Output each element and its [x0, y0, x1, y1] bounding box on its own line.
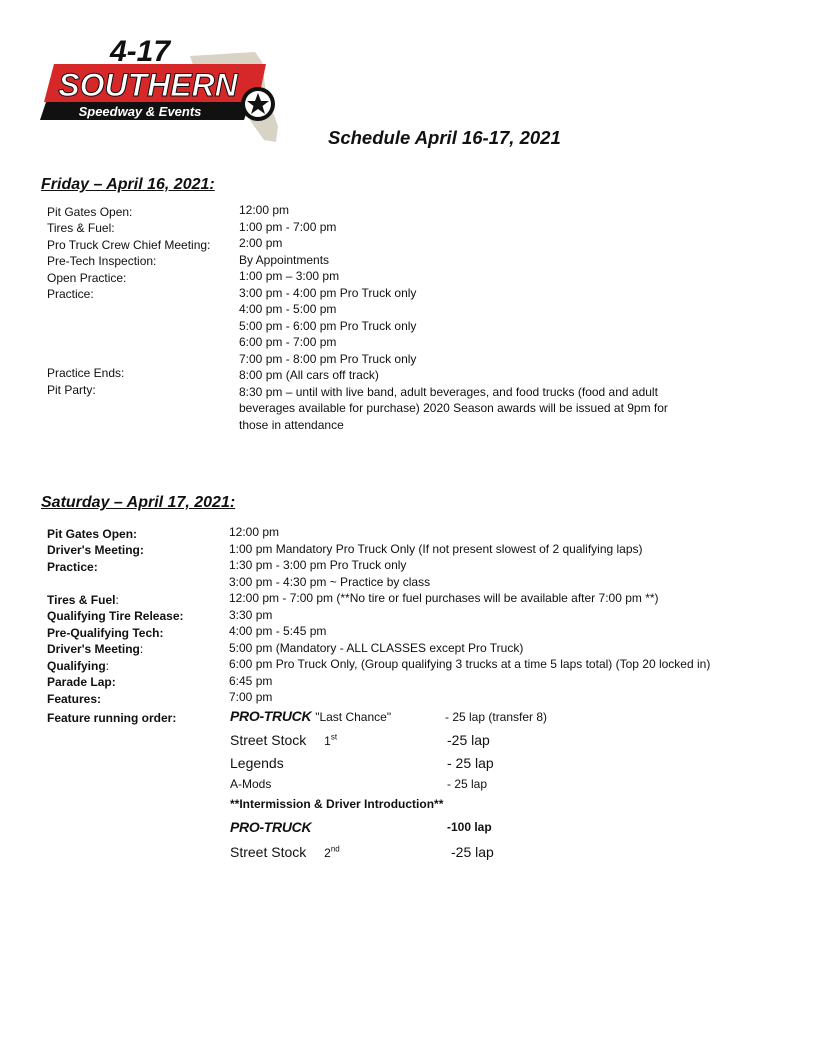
feature-num-suffix: st — [330, 732, 338, 742]
saturday-value-parade-lap: 6:45 pm — [229, 673, 273, 688]
feature-num: 1 — [324, 734, 331, 748]
feature-order-label: Feature running order: — [47, 711, 177, 725]
feature-laps: - 25 lap — [447, 755, 494, 771]
feature-name: Street Stock — [230, 844, 307, 860]
feature-item-street-stock-2 — [230, 844, 340, 860]
friday-value-practice-2: 4:00 pm - 5:00 pm — [239, 302, 337, 316]
friday-label-pre-tech: Pre-Tech Inspection: — [47, 254, 157, 268]
friday-label-crew-chief: Pro Truck Crew Chief Meeting: — [47, 237, 211, 252]
feature-item-a-mods: A-Mods — [230, 777, 272, 791]
friday-value-pit-party: 8:30 pm – until with live band, adult beverages, and food trucks (food and adult beverages available for purchase) 2020 Season awards will be issued at 9pm for those in attendance — [239, 384, 668, 432]
feature-item-legends: Legends — [230, 755, 284, 771]
friday-label-open-practice: Open Practice: — [47, 270, 127, 285]
saturday-label-drivers-meeting-2 — [47, 641, 143, 658]
saturday-label-pit-gates: Pit Gates Open: — [47, 527, 138, 541]
friday-value-crew-chief: 2:00 pm — [239, 236, 283, 250]
saturday-value-practice-2: 3:00 pm - 4:30 pm ~ Practice by class — [229, 574, 431, 589]
friday-heading: Friday – April 16, 2021: — [41, 176, 215, 193]
saturday-value-drivers-meeting-1: 1:00 pm Mandatory Pro Truck Only (If not present slowest of 2 qualifying laps) — [229, 541, 643, 556]
friday-value-pre-tech: By Appointments — [239, 252, 330, 267]
feature-item-street-stock-1 — [230, 732, 337, 748]
saturday-value-drivers-meeting-2: 5:00 pm (Mandatory - ALL CLASSES except Pro Truck) — [229, 640, 524, 655]
saturday-label-features: Features: — [47, 691, 102, 706]
friday-label-practice-ends: Practice Ends: — [47, 366, 125, 380]
logo-name: SOUTHERN — [58, 67, 238, 103]
friday-value-practice-3: 5:00 pm - 6:00 pm Pro Truck only — [239, 318, 417, 333]
feature-extra: "Last Chance" — [315, 710, 392, 724]
feature-item-protruck — [230, 819, 311, 835]
friday-value-practice-1: 3:00 pm - 4:00 pm Pro Truck only — [239, 285, 417, 300]
logo-number: 4-17 — [109, 35, 171, 68]
feature-laps: - 25 lap — [447, 777, 488, 791]
saturday-value-tires-fuel: 12:00 pm - 7:00 pm (**No tire or fuel purchases will be available after 7:00 pm **) — [229, 591, 659, 605]
saturday-label-qualifying-colon: : — [105, 658, 110, 673]
friday-value-open-practice: 1:00 pm – 3:00 pm — [239, 269, 340, 283]
saturday-label-tires-fuel-text: Tires & Fuel — [47, 592, 116, 607]
saturday-label-drivers-meeting-2-text: Driver's Meeting — [47, 642, 140, 656]
feature-laps: - 25 lap (transfer 8) — [445, 710, 548, 724]
speedway-logo — [40, 34, 280, 146]
saturday-value-qualifying: 6:00 pm Pro Truck Only, (Group qualifying 3 trucks at a time 5 laps total) (Top 20 locked in) — [229, 657, 711, 671]
feature-name: PRO-TRUCK — [230, 708, 312, 724]
saturday-value-pre-qual-tech: 4:00 pm - 5:45 pm — [229, 624, 327, 638]
friday-value-tires-fuel: 1:00 pm - 7:00 pm — [239, 219, 337, 234]
feature-item-protruck-lc — [230, 708, 391, 724]
saturday-heading: Saturday – April 17, 2021: — [41, 494, 236, 511]
saturday-label-practice: Practice: — [47, 559, 98, 574]
logo-tagline: Speedway & Events — [78, 104, 202, 119]
saturday-label-tires-fuel — [47, 592, 119, 609]
saturday-label-pre-qual-tech: Pre-Qualifying Tech: — [47, 625, 164, 640]
page-title: Schedule April 16-17, 2021 — [328, 127, 561, 148]
saturday-value-features: 7:00 pm — [229, 690, 273, 704]
friday-label-tires-fuel: Tires & Fuel: — [47, 221, 115, 235]
feature-laps: -25 lap — [447, 732, 490, 748]
friday-value-pit-gates: 12:00 pm — [239, 203, 290, 217]
feature-name: PRO-TRUCK — [230, 819, 312, 835]
saturday-label-tires-fuel-colon: : — [115, 592, 119, 607]
feature-item-intermission: **Intermission & Driver Introduction** — [230, 797, 444, 811]
friday-value-practice-4: 6:00 pm - 7:00 pm — [239, 335, 337, 349]
saturday-label-parade-lap: Parade Lap: — [47, 675, 116, 689]
saturday-label-qualifying-text: Qualifying — [47, 658, 106, 673]
feature-laps: -100 lap — [447, 820, 492, 834]
feature-laps: -25 lap — [451, 844, 494, 860]
saturday-value-practice-1: 1:30 pm - 3:00 pm Pro Truck only — [229, 558, 407, 572]
saturday-label-tire-release: Qualifying Tire Release: — [47, 609, 184, 623]
feature-num-suffix: nd — [330, 844, 340, 854]
friday-label-pit-party: Pit Party: — [47, 382, 96, 397]
saturday-label-drivers-meeting-1: Driver's Meeting: — [47, 543, 144, 557]
friday-label-practice: Practice: — [47, 287, 94, 301]
saturday-value-tire-release: 3:30 pm — [229, 607, 273, 622]
feature-num: 2 — [324, 846, 331, 860]
friday-value-practice-5: 7:00 pm - 8:00 pm Pro Truck only — [239, 351, 417, 366]
friday-value-practice-ends: 8:00 pm (All cars off track) — [239, 368, 379, 382]
friday-label-pit-gates: Pit Gates Open: — [47, 205, 133, 219]
feature-name: Street Stock — [230, 732, 307, 748]
saturday-value-pit-gates: 12:00 pm — [229, 525, 280, 539]
saturday-label-drivers-meeting-2-colon: : — [139, 642, 144, 656]
saturday-label-qualifying — [47, 658, 109, 675]
